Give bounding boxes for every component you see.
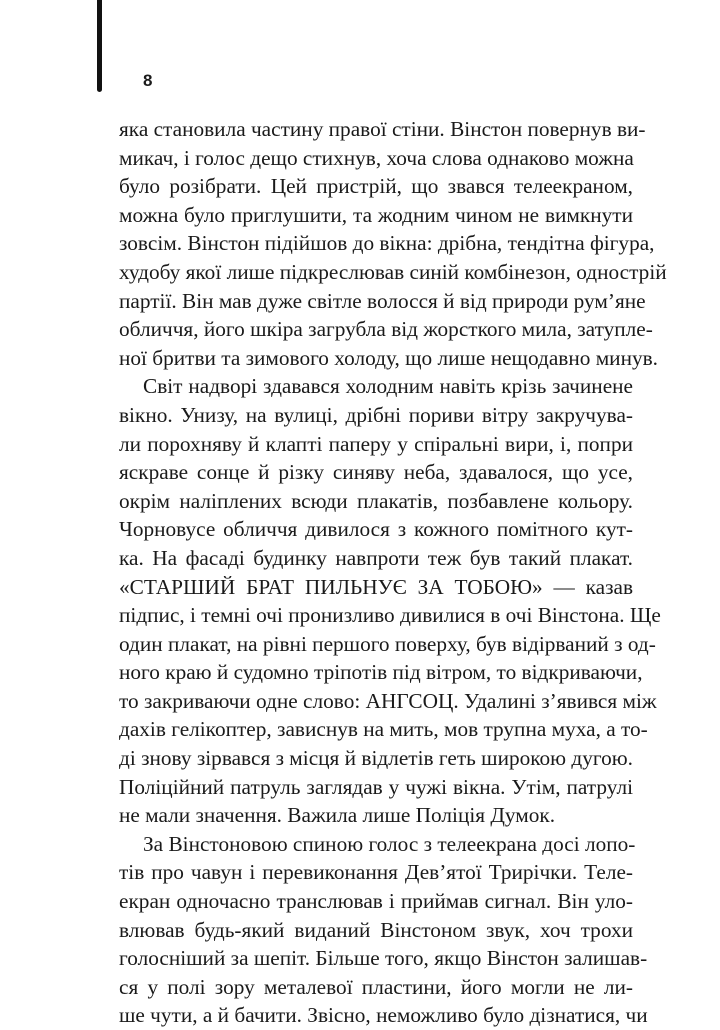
text-line: влював будь-який виданий Вінстоном звук, хоч трохи [119, 917, 633, 942]
text-line: ли порохняву й клапті паперу у спіральні вири, і, попри [119, 431, 633, 456]
text-line: було розібрати. Цей пристрій, що звався телеекраном, [119, 174, 633, 199]
text-line: худобу якої лише підкреслював синій комбінезон, однострій [119, 259, 667, 284]
text-line: окрім наліплених всюди плакатів, позбавлене кольору. [119, 488, 633, 513]
text-line: ка. На фасаді будинку навпроти теж був такий плакат. [119, 545, 633, 570]
text-line: ді знову зірвався з місця й відлетів геть широкою дугою. [119, 746, 633, 771]
body-text [119, 115, 667, 1030]
text-line: не мали значення. Важила лише Поліція Думок. [119, 803, 556, 828]
text-line: дахів гелікоптер, зависнув на мить, мов трупна муха, а то- [119, 717, 648, 742]
text-line: Світ надворі здавався холодним навіть крізь зачинене [143, 374, 633, 399]
text-line: микач, і голос дещо стихнув, хоча слова однаково можна [119, 145, 634, 170]
text-line: зовсім. Вінстон підійшов до вікна: дрібна, тендітна фігура, [119, 231, 655, 256]
text-line: За Вінстоновою спиною голос з телеекрана досі лопо- [143, 831, 636, 856]
text-line: яка становила частину правої стіни. Вінстон повернув ви- [119, 117, 646, 141]
text-line: вікно. Унизу, на вулиці, дрібні пориви вітру закручува- [119, 402, 633, 427]
scan-edge [97, 0, 102, 92]
text-line: яскраве сонце й різку синяву неба, здавалося, що усе, [119, 460, 633, 485]
text-line: Поліційний патруль заглядав у чужі вікна. Утім, патрулі [119, 774, 633, 799]
text-line: можна було приглушити, та жодним чином не вимкнути [119, 202, 633, 227]
text-line: тів про чавун і перевиконання Дев’ятої Трирічки. Теле- [119, 860, 633, 885]
text-line: підпис, і темні очі пронизливо дивилися в очі Вінстона. Ще [119, 603, 661, 628]
text-line: обличчя, його шкіра загрубла від жорсткого мила, затупле- [119, 317, 653, 342]
text-line: один плакат, на рівні першого поверху, був відірваний з од- [119, 631, 656, 656]
paragraph [119, 115, 667, 372]
paragraph [119, 372, 661, 830]
text-line: партії. Він мав дуже світле волосся й від природи рум’яне [119, 288, 646, 313]
text-line: Чорновусе обличчя дивилося з кожного помітного кут- [119, 517, 633, 542]
text-line: ше чути, а й бачити. Звісно, неможливо було дізнатися, чи [119, 1003, 648, 1028]
text-line: екран одночасно транслював і приймав сигнал. Він уло- [119, 889, 633, 914]
text-line: ного краю й судомно тріпотів під вітром, то відкриваючи, [119, 660, 643, 685]
page-number: 8 [143, 71, 153, 90]
text-line: ної бритви та зимового холоду, що лише нещодавно минув. [119, 345, 659, 370]
text-line: голосніший за шепіт. Більше того, якщо Вінстон залишав- [119, 946, 648, 971]
text-line: «СТАРШИЙ БРАТ ПИЛЬНУЄ ЗА ТОБОЮ» — казав [119, 574, 633, 599]
text-line: то закриваючи одне слово: АНГСОЦ. Удалині з’явився між [119, 688, 657, 713]
text-line: ся у полі зору металевої пластини, його могли не ли- [119, 974, 633, 999]
